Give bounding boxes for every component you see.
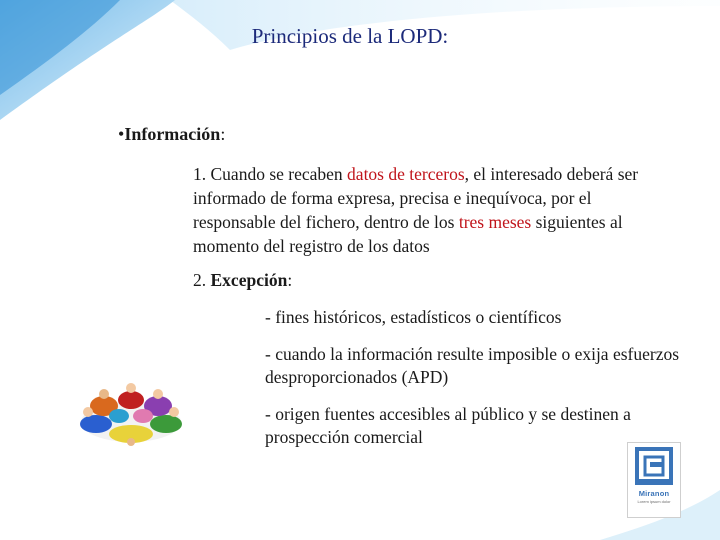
point-1-paragraph xyxy=(193,162,663,258)
section-heading-text: Información xyxy=(124,124,221,144)
people-circle-illustration xyxy=(74,382,188,446)
point-1-suffix: siguientes al momento del registro de los datos xyxy=(193,212,623,256)
point-2-heading-text: Excepción xyxy=(210,270,288,290)
section-heading xyxy=(118,124,225,145)
exception-item: - origen fuentes accesibles al público y se destinen a prospección comercial xyxy=(265,404,631,447)
section-heading-colon: : xyxy=(220,124,226,144)
logo-mark-icon xyxy=(628,443,680,491)
logo-brand-text: Miranon xyxy=(638,489,670,498)
company-logo-icon xyxy=(627,442,681,518)
point-1-prefix: 1. Cuando se recaben xyxy=(193,164,348,184)
slide-title: Principios de la LOPD: xyxy=(251,24,449,48)
point-1-middle: , el interesado deberá ser informado de forma expresa, precisa e inequívoca, por el responsable del fichero, dentro de los xyxy=(193,164,639,232)
highlight-three-months: tres meses xyxy=(458,212,532,232)
bullet-marker: • xyxy=(118,124,125,144)
point-2-colon: : xyxy=(287,270,293,290)
point-2-number: 2. xyxy=(193,270,211,290)
exception-item: - fines históricos, estadísticos o científicos xyxy=(265,307,562,327)
logo-tagline: Lorem ipsum dolor xyxy=(637,499,671,504)
point-2-heading xyxy=(193,270,292,291)
exception-item: - cuando la información resulte imposible o exija esfuerzos desproporcionados (APD) xyxy=(265,344,680,387)
highlight-third-party-data: datos de terceros xyxy=(347,164,465,184)
